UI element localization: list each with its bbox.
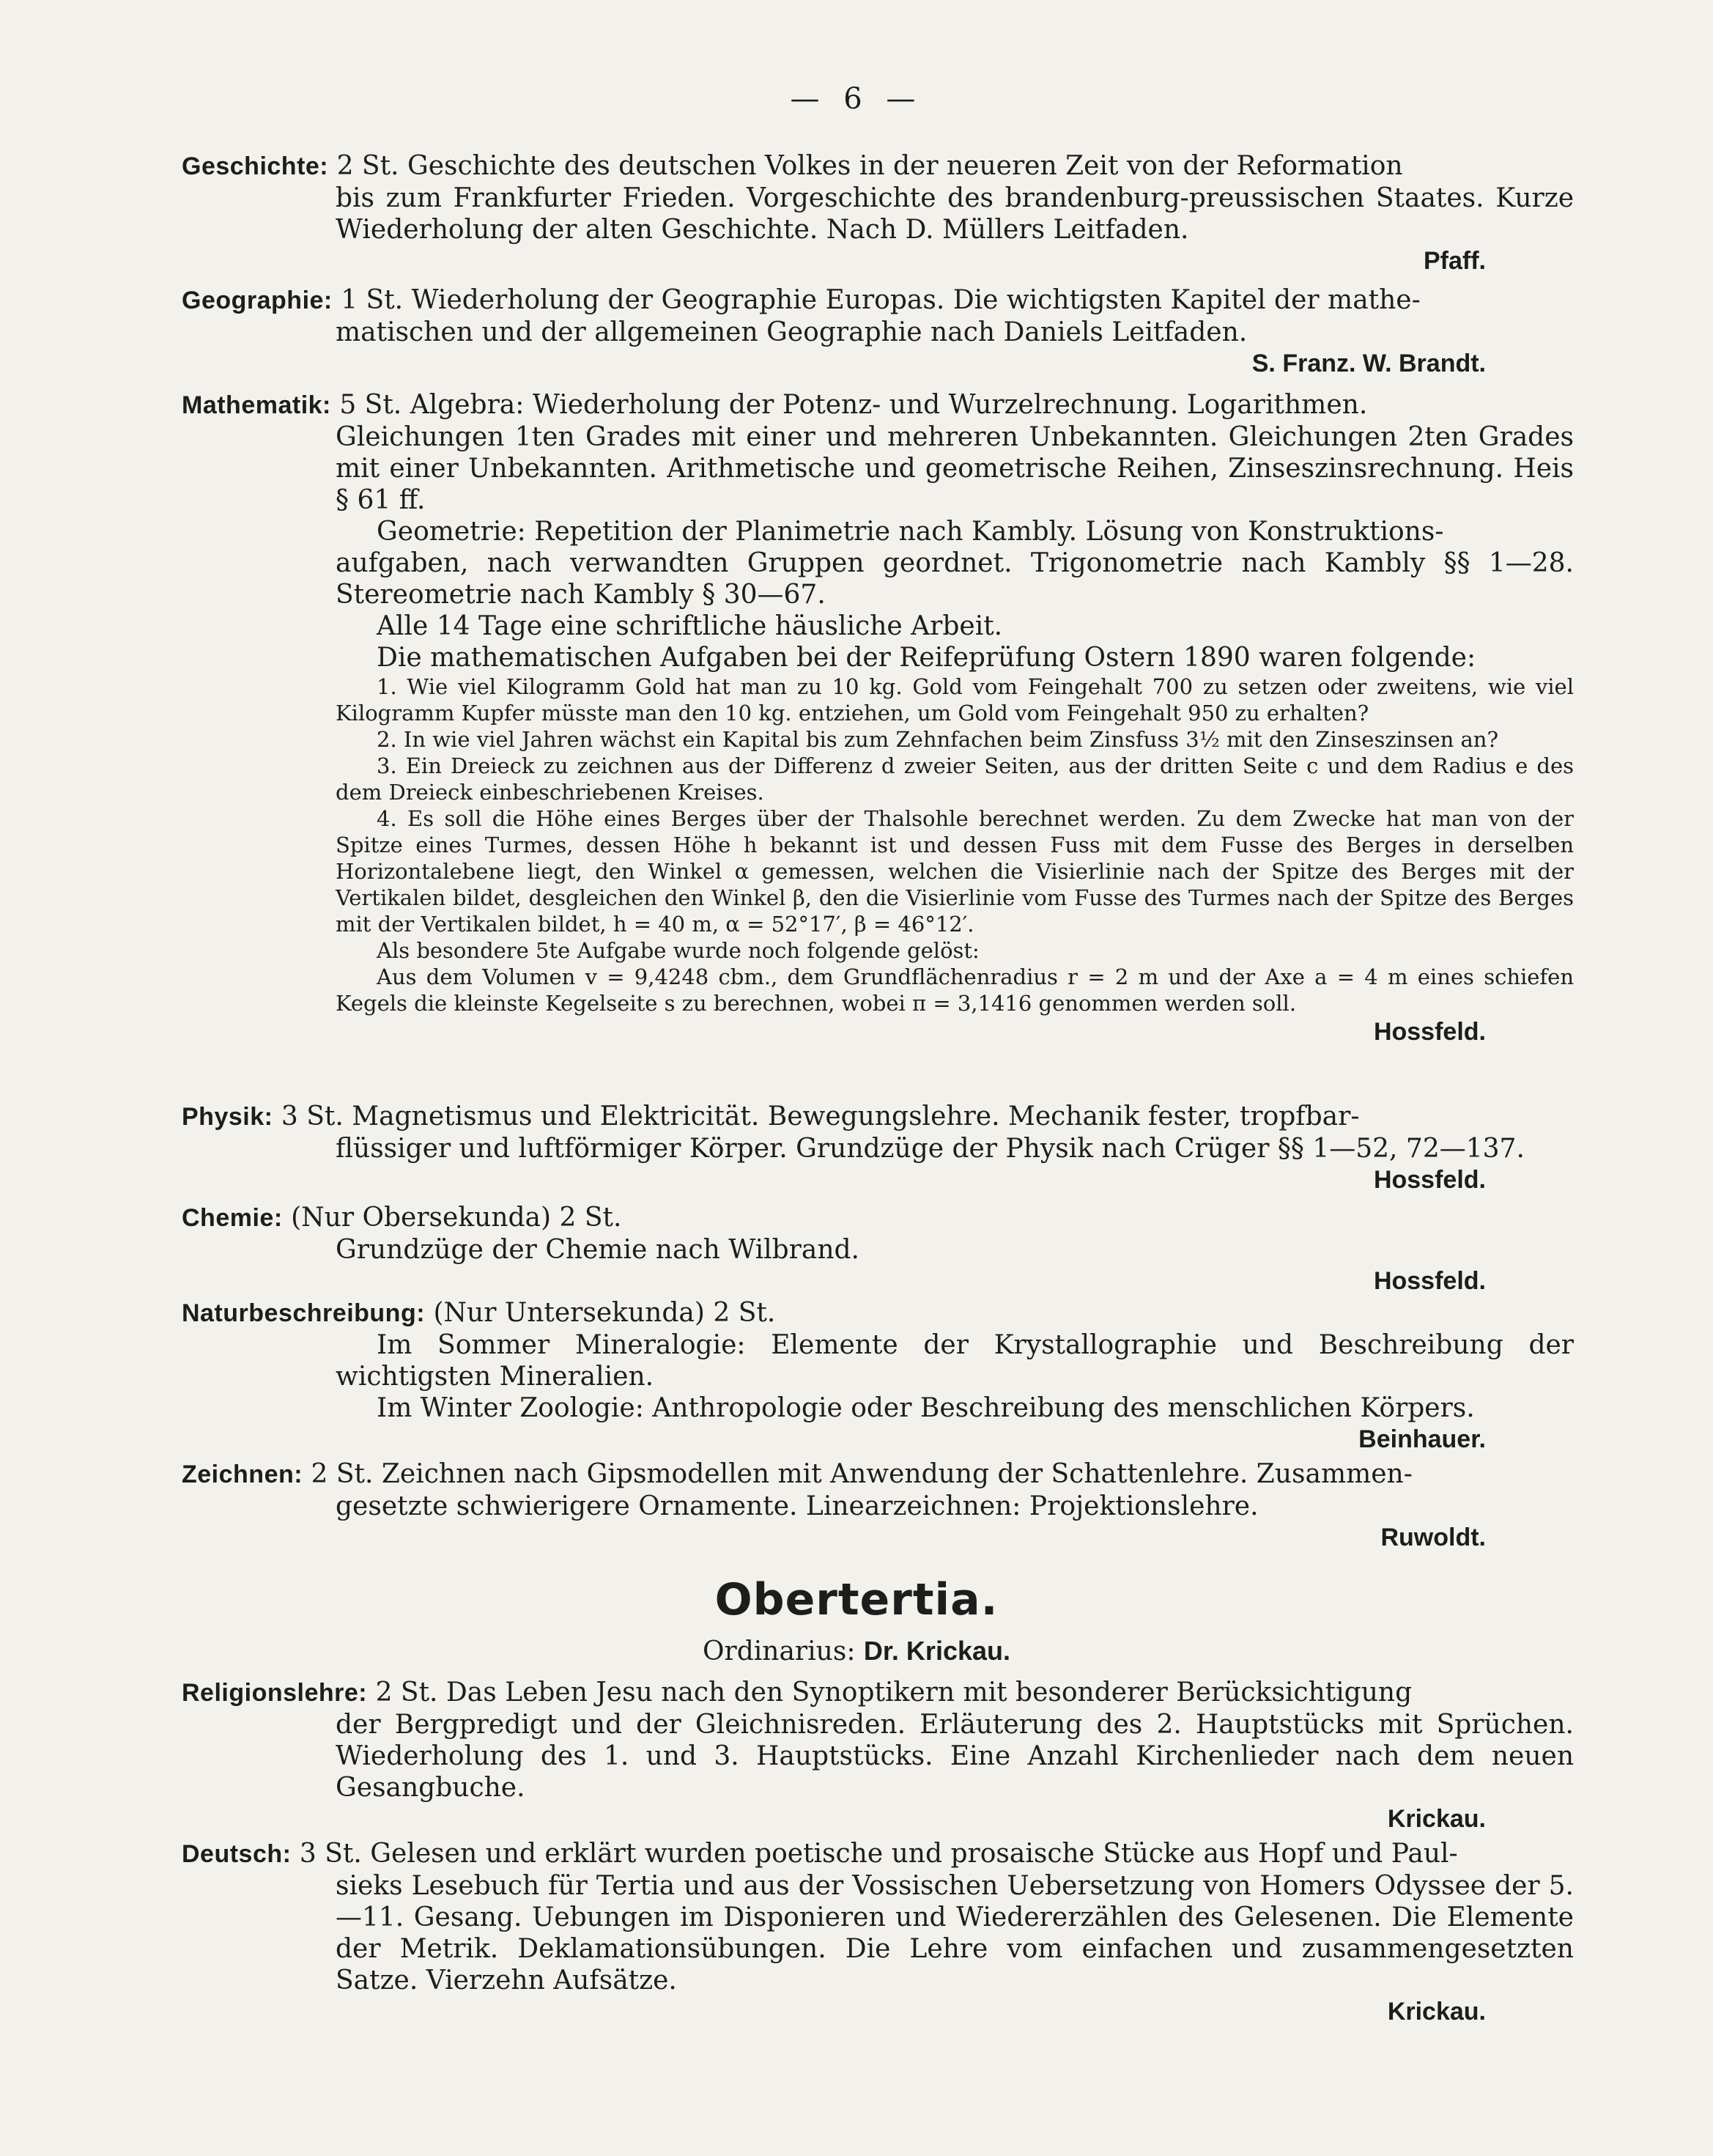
section-line: 5 St. Algebra: Wiederholung der Potenz- und Wurzelrechnung. Logarithmen.	[339, 390, 1368, 420]
teacher-signature: Ruwoldt.	[1380, 1524, 1486, 1551]
section-text: flüssiger und luftförmiger Körper. Grundzüge der Physik nach Crüger §§ 1—52, 72—137.	[336, 1134, 1525, 1164]
page-number: — 6 —	[790, 82, 923, 116]
teacher-signature: Beinhauer.	[1358, 1425, 1486, 1453]
section-physik	[182, 1101, 1574, 1196]
section-line: (Nur Obersekunda) 2 St.	[291, 1203, 622, 1233]
aufgabe-4: 4. Es soll die Höhe eines Berges über der Thalsohle berechnet werden. Zu dem Zwecke hat man von der Spitze eines Turmes, dessen Höhe h bekannt ist und dessen Fuss mit dem Fusse des Berges in derselben Horizontalebene liegt, den Winkel α gemessen, welchen die Visierlinie nach der Spitze des Berges mit der Vertikalen bildet, desgleichen den Winkel β, den die Visierlinie vom Fusse des Turmes nach der Spitze des Berges mit der Vertikalen bildet, h = 40 m, α = 52°17′, β = 46°12′.	[336, 806, 1574, 937]
section-text: bis zum Frankfurter Frieden. Vorgeschichte des brandenburg-preussischen Staates. Kurze Wiederholung der alten Geschichte. Nach D. Müllers Leitfaden.	[336, 183, 1574, 245]
section-text: sieks Lesebuch für Tertia und aus der Vossischen Uebersetzung von Homers Odyssee der 5.—11. Gesang. Uebungen im Disponieren und Wiedererzählen des Gelesenen. Die Elemente der Metrik. Deklamationsübungen. Die Lehre vom einfachen und zusammengesetzten Satze. Vierzehn Aufsätze.	[336, 1871, 1574, 1996]
class-heading: Obertertia.	[714, 1574, 999, 1625]
subject-label: Deutsch:	[182, 1840, 292, 1868]
aufgabe-3: 3. Ein Dreieck zu zeichnen aus der Differenz d zweier Seiten, aus der dritten Seite c und dem Radius e des dem Dreieck einbeschriebenen Kreises.	[336, 753, 1574, 805]
section-religionslehre	[182, 1677, 1574, 1835]
subject-label: Mathematik:	[182, 391, 331, 419]
subject-label: Chemie:	[182, 1204, 283, 1232]
subject-label: Naturbeschreibung:	[182, 1299, 426, 1327]
section-line: 1 St. Wiederholung der Geographie Europas. Die wichtigsten Kapitel der mathe-	[341, 285, 1421, 315]
geometrie-line: Geometrie: Repetition der Planimetrie nach Kambly. Lösung von Konstruktions-	[377, 517, 1444, 547]
ordinarius-label: Ordinarius:	[703, 1636, 856, 1666]
section-line: 3 St. Magnetismus und Elektricität. Bewegungslehre. Mechanik fester, tropfbar-	[281, 1101, 1360, 1131]
aufgabe-1: 1. Wie viel Kilogramm Gold hat man zu 10 kg. Gold vom Feingehalt 700 zu setzen oder zweitens, wie viel Kilogramm Kupfer müsste man den 10 kg. entziehen, um Gold vom Feingehalt 950 zu erhalten?	[336, 674, 1574, 726]
subject-label: Geographie:	[182, 287, 333, 314]
section-geschichte	[182, 150, 1574, 277]
section-mathematik	[182, 389, 1574, 1048]
subject-label: Zeichnen:	[182, 1461, 303, 1488]
subject-label: Physik:	[182, 1103, 273, 1131]
teacher-signature: Hossfeld.	[1373, 1267, 1486, 1295]
section-geographie	[182, 284, 1574, 380]
section-line: 3 St. Gelesen und erklärt wurden poetische und prosaische Stücke aus Hopf und Paul-	[299, 1839, 1458, 1869]
sommer-text: Im Sommer Mineralogie: Elemente der Krystallographie und Beschreibung der wichtigsten Mineralien.	[336, 1330, 1574, 1392]
section-text: der Bergpredigt und der Gleichnisreden. Erläuterung des 2. Hauptstücks mit Sprüchen. Wiederholung des 1. und 3. Hauptstücks. Eine Anzahl Kirchenlieder nach dem neuen Gesangbuche.	[336, 1710, 1574, 1803]
section-deutsch	[182, 1838, 1574, 2028]
section-zeichnen	[182, 1458, 1574, 1554]
teacher-signature: Krickau.	[1387, 1805, 1486, 1833]
section-line: 2 St. Geschichte des deutschen Volkes in der neueren Zeit von der Reformation	[336, 151, 1403, 181]
teacher-signature: Pfaff.	[1424, 247, 1486, 275]
subject-label: Religionslehre:	[182, 1679, 368, 1707]
teacher-signature: Krickau.	[1387, 1998, 1486, 2026]
teacher-signature: Hossfeld.	[1373, 1018, 1486, 1046]
section-text: matischen und der allgemeinen Geographie nach Daniels Leitfaden.	[336, 317, 1248, 347]
arbeit-note: Alle 14 Tage eine schriftliche häusliche Arbeit.	[377, 611, 1003, 641]
section-text: Gleichungen 1ten Grades mit einer und mehreren Unbekannten. Gleichungen 2ten Grades mit einer Unbekannten. Arithmetische und geometrische Reihen, Zinseszinsrechnung. Heis § 61 ff.	[336, 422, 1574, 515]
subject-label: Geschichte:	[182, 152, 329, 180]
section-naturbeschreibung	[182, 1297, 1574, 1455]
winter-text: Im Winter Zoologie: Anthropologie oder Beschreibung des menschlichen Körpers.	[377, 1393, 1475, 1423]
section-line: 2 St. Zeichnen nach Gipsmodellen mit Anwendung der Schattenlehre. Zusammen-	[311, 1459, 1413, 1489]
section-chemie	[182, 1202, 1574, 1297]
section-line: (Nur Untersekunda) 2 St.	[433, 1298, 776, 1328]
geometrie-text: aufgaben, nach verwandten Gruppen geordnet. Trigonometrie nach Kambly §§ 1—28. Stereometrie nach Kambly § 30—67.	[336, 548, 1574, 610]
aufgabe-5: Aus dem Volumen v = 9,4248 cbm., dem Grundflächenradius r = 2 m und der Axe a = 4 m eines schiefen Kegels die kleinste Kegelseite s zu berechnen, wobei π = 3,1416 genommen werden soll.	[336, 964, 1574, 1016]
teacher-signature: S. Franz. W. Brandt.	[1251, 350, 1486, 377]
ordinarius-name: Dr. Krickau.	[863, 1636, 1010, 1666]
ordinarius-line	[0, 1636, 1713, 1666]
section-text: Grundzüge der Chemie nach Wilbrand.	[336, 1235, 859, 1265]
aufgaben-intro: Die mathematischen Aufgaben bei der Reifeprüfung Ostern 1890 waren folgende:	[377, 643, 1476, 673]
teacher-signature: Hossfeld.	[1373, 1166, 1486, 1194]
section-line: 2 St. Das Leben Jesu nach den Synoptikern mit besonderer Berücksichtigung	[375, 1677, 1413, 1708]
section-text: gesetzte schwierigere Ornamente. Linearzeichnen: Projektionslehre.	[336, 1491, 1259, 1521]
aufgabe-5-intro: Als besondere 5te Aufgabe wurde noch folgende gelöst:	[377, 938, 980, 963]
aufgabe-2: 2. In wie viel Jahren wächst ein Kapital bis zum Zehnfachen beim Zinsfuss 3½ mit den Zinseszinsen an?	[377, 727, 1499, 752]
